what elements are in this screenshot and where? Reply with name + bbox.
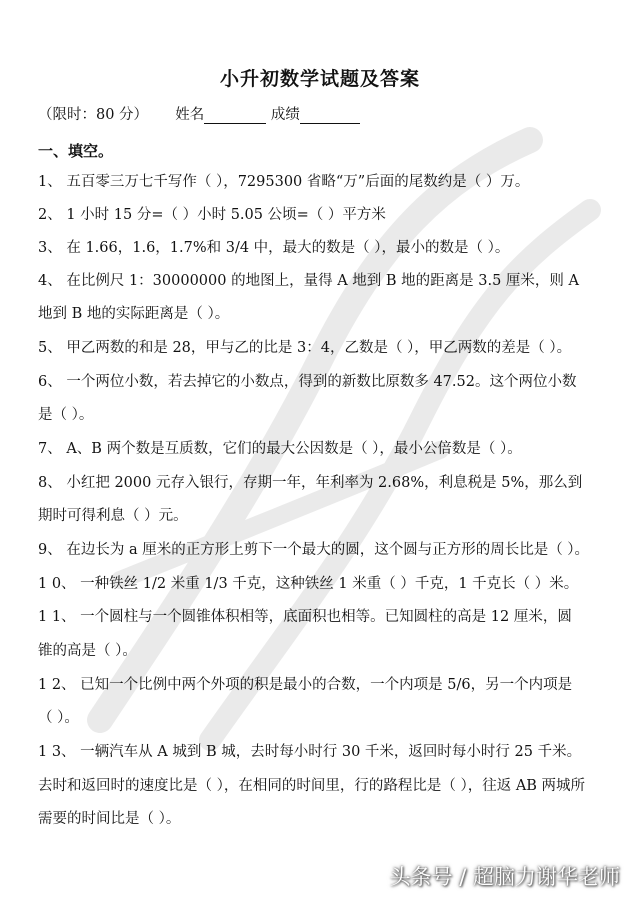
question-line: 1 1、 一个圆柱与一个圆锥体积相等，底面积也相等。已知圆柱的高是 12 厘米，圆 <box>38 609 572 625</box>
question-line: 6、 一个两位小数，若去掉它的小数点，得到的新数比原数多 47.52。这个两位小数 <box>38 374 577 390</box>
question-line: 1 0、 一种铁丝 1/2 米重 1/3 千克，这种铁丝 1 米重（ ）千克，1 千克长（ ）米。 <box>38 576 579 592</box>
question-line: 地到 B 地的实际距离是（ ）。 <box>38 306 230 322</box>
question-line: 5、 甲乙两数的和是 28，甲与乙的比是 3：4，乙数是（ ），甲乙两数的差是（ ）。 <box>38 340 572 356</box>
question-line: 是（ ）。 <box>38 407 94 423</box>
page-title: 小升初数学试题及答案 <box>219 68 420 90</box>
section-title: 一、填空。 <box>38 142 114 160</box>
question-line: 需要的时间比是（ ）。 <box>38 811 181 827</box>
question-line: 4、 在比例尺 1：30000000 的地图上，量得 A 地到 B 地的距离是 3.5 厘米，则 A <box>38 273 580 289</box>
question-line: 期时可得利息（ ）元。 <box>38 508 188 524</box>
question-line: 8、 小红把 2000 元存入银行，存期一年，年利率为 2.68%，利息税是 5%，那么到 <box>38 475 583 491</box>
time-limit: （限时：80 分） <box>38 107 149 123</box>
score-blank <box>300 109 360 124</box>
question-line: 2、 1 小时 15 分=（ ）小时 5.05 公顷=（ ）平方米 <box>38 207 386 223</box>
score-label: 成绩 <box>270 107 300 123</box>
question-line: （ ）。 <box>38 710 79 726</box>
question-line: 去时和返回时的速度比是（ ），在相同的时间里，行的路程比是（ ），往返 AB 两城所 <box>38 778 586 794</box>
question-line: 3、 在 1.66，1.6，1.7%和 3/4 中，最大的数是（ ），最小的数是（ ）。 <box>38 240 510 256</box>
footer-watermark: 头条号 / 超脑力谢华老师 <box>389 865 620 889</box>
question-line: 1、 五百零三万七千写作（ ），7295300 省略“万”后面的尾数约是（ ）万。 <box>38 174 530 190</box>
question-line: 9、 在边长为 a 厘米的正方形上剪下一个最大的圆，这个圆与正方形的周长比是（ ）。 <box>38 542 590 558</box>
name-blank <box>204 109 266 124</box>
exam-header <box>38 103 360 124</box>
question-line: 1 2、 已知一个比例中两个外项的积是最小的合数，一个内项是 5/6，另一个内项是 <box>38 677 573 693</box>
question-line: 7、 A、B 两个数是互质数，它们的最大公因数是（ ），最小公倍数是（ ）。 <box>38 441 522 457</box>
question-line: 1 3、 一辆汽车从 A 城到 B 城，去时每小时行 30 千米，返回时每小时行 25 千米。 <box>38 744 582 760</box>
question-line: 锥的高是（ ）。 <box>38 643 137 659</box>
name-label: 姓名 <box>175 107 205 123</box>
